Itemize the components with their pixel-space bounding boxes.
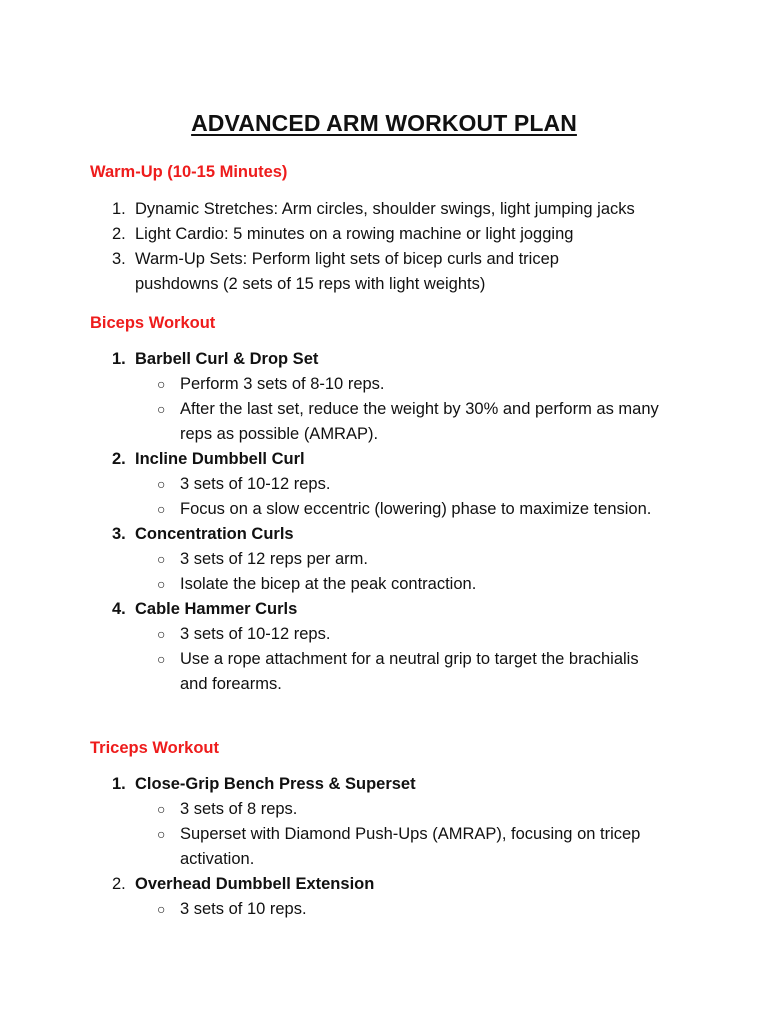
exercise-details <box>90 797 690 872</box>
exercise-item <box>90 872 690 922</box>
exercise-number: 1. <box>112 775 126 793</box>
detail-item <box>90 622 670 647</box>
detail-text: Focus on a slow eccentric (lowering) phase to maximize tension. <box>180 500 652 518</box>
detail-item <box>90 372 670 397</box>
exercise-header <box>90 522 690 547</box>
exercise-item <box>90 447 690 522</box>
exercise-details <box>90 372 690 447</box>
warmup-item-number: 1. <box>112 200 126 218</box>
exercise-name: Incline Dumbbell Curl <box>135 450 305 468</box>
biceps-exercise-list <box>90 347 690 697</box>
detail-text: 3 sets of 12 reps per arm. <box>180 550 369 568</box>
exercise-header <box>90 447 690 472</box>
exercise-header <box>90 347 690 372</box>
circle-bullet-icon: ○ <box>157 626 166 642</box>
biceps-heading: Biceps Workout <box>90 314 216 332</box>
warmup-item-number: 2. <box>112 225 126 243</box>
detail-item <box>90 897 670 922</box>
detail-text: Use a rope attachment for a neutral grip to target the brachialis and forearms. <box>180 650 639 693</box>
warmup-item <box>90 222 690 247</box>
circle-bullet-icon: ○ <box>157 826 166 842</box>
exercise-details <box>90 622 690 697</box>
exercise-name: Close-Grip Bench Press & Superset <box>135 775 416 793</box>
circle-bullet-icon: ○ <box>157 651 166 667</box>
detail-item <box>90 397 670 447</box>
exercise-item <box>90 597 690 697</box>
warmup-item <box>90 197 690 222</box>
detail-item <box>90 497 670 522</box>
detail-text: Superset with Diamond Push-Ups (AMRAP), focusing on tricep activation. <box>180 825 641 868</box>
exercise-number: 2. <box>112 875 126 893</box>
exercise-item <box>90 347 690 447</box>
detail-item <box>90 547 670 572</box>
circle-bullet-icon: ○ <box>157 501 166 517</box>
circle-bullet-icon: ○ <box>157 401 166 417</box>
exercise-number: 2. <box>112 450 126 468</box>
circle-bullet-icon: ○ <box>157 576 166 592</box>
warmup-item-number: 3. <box>112 250 126 268</box>
exercise-number: 4. <box>112 600 126 618</box>
exercise-name: Overhead Dumbbell Extension <box>135 875 375 893</box>
detail-item <box>90 472 670 497</box>
exercise-name: Barbell Curl & Drop Set <box>135 350 319 368</box>
detail-text: 3 sets of 10 reps. <box>180 900 307 918</box>
exercise-item <box>90 522 690 597</box>
circle-bullet-icon: ○ <box>157 801 166 817</box>
detail-text: 3 sets of 8 reps. <box>180 800 298 818</box>
exercise-item <box>90 772 690 872</box>
detail-item <box>90 797 670 822</box>
exercise-details <box>90 897 690 922</box>
warmup-item-text: Light Cardio: 5 minutes on a rowing machine or light jogging <box>135 225 574 243</box>
exercise-details <box>90 472 690 522</box>
detail-text: Isolate the bicep at the peak contraction. <box>180 575 477 593</box>
exercise-number: 3. <box>112 525 126 543</box>
warmup-item <box>90 247 615 297</box>
exercise-header <box>90 597 690 622</box>
detail-item <box>90 647 670 697</box>
detail-text: 3 sets of 10-12 reps. <box>180 625 331 643</box>
warmup-item-text: Dynamic Stretches: Arm circles, shoulder swings, light jumping jacks <box>135 200 635 218</box>
document-title: ADVANCED ARM WORKOUT PLAN <box>191 110 577 136</box>
detail-item <box>90 822 670 872</box>
detail-text: Perform 3 sets of 8-10 reps. <box>180 375 385 393</box>
exercise-number: 1. <box>112 350 126 368</box>
exercise-name: Concentration Curls <box>135 525 294 543</box>
detail-text: 3 sets of 10-12 reps. <box>180 475 331 493</box>
circle-bullet-icon: ○ <box>157 476 166 492</box>
warmup-item-text: Warm-Up Sets: Perform light sets of bicep curls and tricep pushdowns (2 sets of 15 reps with light weights) <box>135 250 559 293</box>
triceps-exercise-list <box>90 772 690 922</box>
warmup-heading: Warm-Up (10-15 Minutes) <box>90 163 288 181</box>
circle-bullet-icon: ○ <box>157 551 166 567</box>
exercise-header <box>90 772 690 797</box>
exercise-details <box>90 547 690 597</box>
circle-bullet-icon: ○ <box>157 901 166 917</box>
detail-text: After the last set, reduce the weight by 30% and perform as many reps as possible (AMRAP). <box>180 400 659 443</box>
exercise-header <box>90 872 690 897</box>
circle-bullet-icon: ○ <box>157 376 166 392</box>
warmup-list <box>90 197 690 297</box>
detail-item <box>90 572 670 597</box>
triceps-heading: Triceps Workout <box>90 739 219 757</box>
exercise-name: Cable Hammer Curls <box>135 600 298 618</box>
